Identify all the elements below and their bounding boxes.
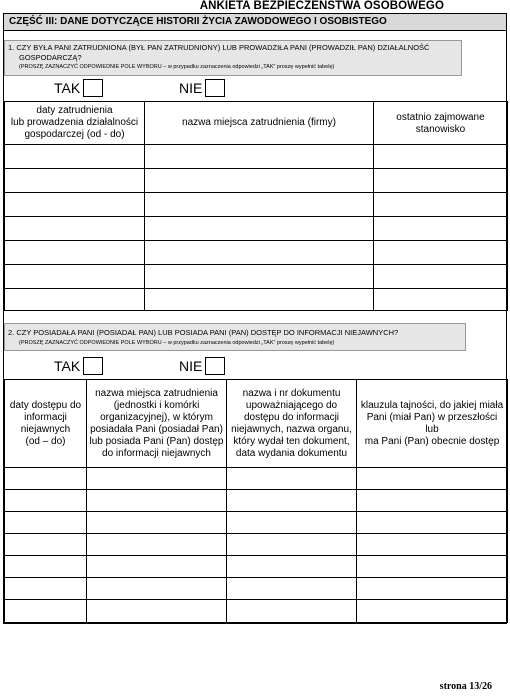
table-cell[interactable] xyxy=(374,193,508,217)
col-header-authorization-document: nazwa i nr dokumentu upoważniającego do dostępu do informacji niejawnych, nazwa organu, który wydał ten dokument, data wydania dokumentu xyxy=(227,380,357,468)
q1-no-checkbox[interactable] xyxy=(205,79,225,97)
table-cell[interactable] xyxy=(145,193,374,217)
table-cell[interactable] xyxy=(87,578,227,600)
table-cell[interactable] xyxy=(145,169,374,193)
table-cell[interactable] xyxy=(145,217,374,241)
table-cell[interactable] xyxy=(5,241,145,265)
table-row xyxy=(5,468,508,490)
table-row xyxy=(5,490,508,512)
table-cell[interactable] xyxy=(357,490,508,512)
table-cell[interactable] xyxy=(357,534,508,556)
table-cell[interactable] xyxy=(374,169,508,193)
table-cell[interactable] xyxy=(145,265,374,289)
table-cell[interactable] xyxy=(227,578,357,600)
table-cell[interactable] xyxy=(357,578,508,600)
table-row xyxy=(5,217,508,241)
table-cell[interactable] xyxy=(87,468,227,490)
q1-no-label: NIE xyxy=(179,80,203,96)
table-row xyxy=(5,193,508,217)
q2-yes-checkbox[interactable] xyxy=(83,357,103,375)
table-cell[interactable] xyxy=(5,289,145,311)
table-cell[interactable] xyxy=(5,217,145,241)
table-cell[interactable] xyxy=(87,490,227,512)
table-row xyxy=(5,556,508,578)
table-row xyxy=(5,169,508,193)
table-cell[interactable] xyxy=(5,578,87,600)
table-cell[interactable] xyxy=(5,169,145,193)
classified-access-table xyxy=(4,379,508,623)
table-cell[interactable] xyxy=(5,600,87,623)
question-2-text: 2. CZY POSIADAŁA PANI (POSIADAŁ PAN) LUB POSIADA PANI (PAN) DOSTĘP DO INFORMACJI NIEJAWNYCH? xyxy=(8,328,399,337)
q1-yes-label: TAK xyxy=(54,80,81,96)
table-cell[interactable] xyxy=(87,512,227,534)
col-header-last-position: ostatnio zajmowane stanowisko xyxy=(374,102,508,145)
table-cell[interactable] xyxy=(87,534,227,556)
table-cell[interactable] xyxy=(87,600,227,623)
form-title: ANKIETA BEZPIECZEŃSTWA OSOBOWEGO xyxy=(199,0,444,12)
table-cell[interactable] xyxy=(357,600,508,623)
table-cell[interactable] xyxy=(227,534,357,556)
col-header-unit-name: nazwa miejsca zatrudnienia (jednostki i komórki organizacyjnej), w którym posiadała Pani (posiadał Pan) lub posiada Pani (Pan) dostęp do informacji niejawnych xyxy=(87,380,227,468)
question-2-note: (PROSZĘ ZAZNACZYĆ ODPOWIEDNIE POLE WYBORU – w przypadku zaznaczenia odpowiedzi „TAK” proszę wypełnić tabelę) xyxy=(19,340,335,346)
q1-yes-checkbox[interactable] xyxy=(83,79,103,97)
q2-no-checkbox[interactable] xyxy=(205,357,225,375)
q2-yes-label: TAK xyxy=(54,358,81,374)
table-cell[interactable] xyxy=(5,556,87,578)
table-cell[interactable] xyxy=(227,600,357,623)
table-row xyxy=(5,289,508,311)
table-cell[interactable] xyxy=(357,468,508,490)
table-cell[interactable] xyxy=(5,193,145,217)
table-row xyxy=(5,600,508,623)
table-cell[interactable] xyxy=(374,265,508,289)
col-header-security-clearance: klauzula tajności, do jakiej miała Pani (miał Pan) w przeszłości lub ma Pani (Pan) obecnie dostęp xyxy=(357,380,508,468)
section-title: CZĘŚĆ III: DANE DOTYCZĄCE HISTORII ŻYCIA ZAWODOWEGO I OSOBISTEGO xyxy=(9,16,387,27)
table-cell[interactable] xyxy=(227,490,357,512)
table-cell[interactable] xyxy=(145,145,374,169)
col-header-employer-name: nazwa miejsca zatrudnienia (firmy) xyxy=(145,102,374,145)
table-cell[interactable] xyxy=(357,556,508,578)
table-row xyxy=(5,534,508,556)
table-cell[interactable] xyxy=(374,217,508,241)
col-header-access-dates: daty dostępu do informacji niejawnych (od – do) xyxy=(5,380,87,468)
table-row xyxy=(5,241,508,265)
page-number: strona 13/26 xyxy=(439,681,492,692)
table-cell[interactable] xyxy=(5,145,145,169)
table-cell[interactable] xyxy=(5,512,87,534)
question-1-note: (PROSZĘ ZAZNACZYĆ ODPOWIEDNIE POLE WYBORU – w przypadku zaznaczenia odpowiedzi „TAK” proszę wypełnić tabelę) xyxy=(19,64,335,70)
question-1-text-cont: GOSPODARCZĄ? xyxy=(19,53,82,62)
table-cell[interactable] xyxy=(5,468,87,490)
table-cell[interactable] xyxy=(374,145,508,169)
table-cell[interactable] xyxy=(374,241,508,265)
table-cell[interactable] xyxy=(227,468,357,490)
table-cell[interactable] xyxy=(5,534,87,556)
table-cell[interactable] xyxy=(5,265,145,289)
table-cell[interactable] xyxy=(5,490,87,512)
table-cell[interactable] xyxy=(145,289,374,311)
table-row xyxy=(5,265,508,289)
table-cell[interactable] xyxy=(227,556,357,578)
table-row xyxy=(5,145,508,169)
q2-no-label: NIE xyxy=(179,358,203,374)
question-1-text: 1. CZY BYŁA PANI ZATRUDNIONA (BYŁ PAN ZATRUDNIONY) LUB PROWADZIŁA PANI (PROWADZIŁ PAN) DZIAŁALNOŚĆ xyxy=(8,43,430,52)
table-cell[interactable] xyxy=(87,556,227,578)
table-cell[interactable] xyxy=(227,512,357,534)
col-header-employment-dates: daty zatrudnienia lub prowadzenia działalności gospodarczej (od - do) xyxy=(5,102,145,145)
employment-history-table xyxy=(4,101,508,311)
table-cell[interactable] xyxy=(374,289,508,311)
table-row xyxy=(5,578,508,600)
table-cell[interactable] xyxy=(357,512,508,534)
table-cell[interactable] xyxy=(145,241,374,265)
table-row xyxy=(5,512,508,534)
